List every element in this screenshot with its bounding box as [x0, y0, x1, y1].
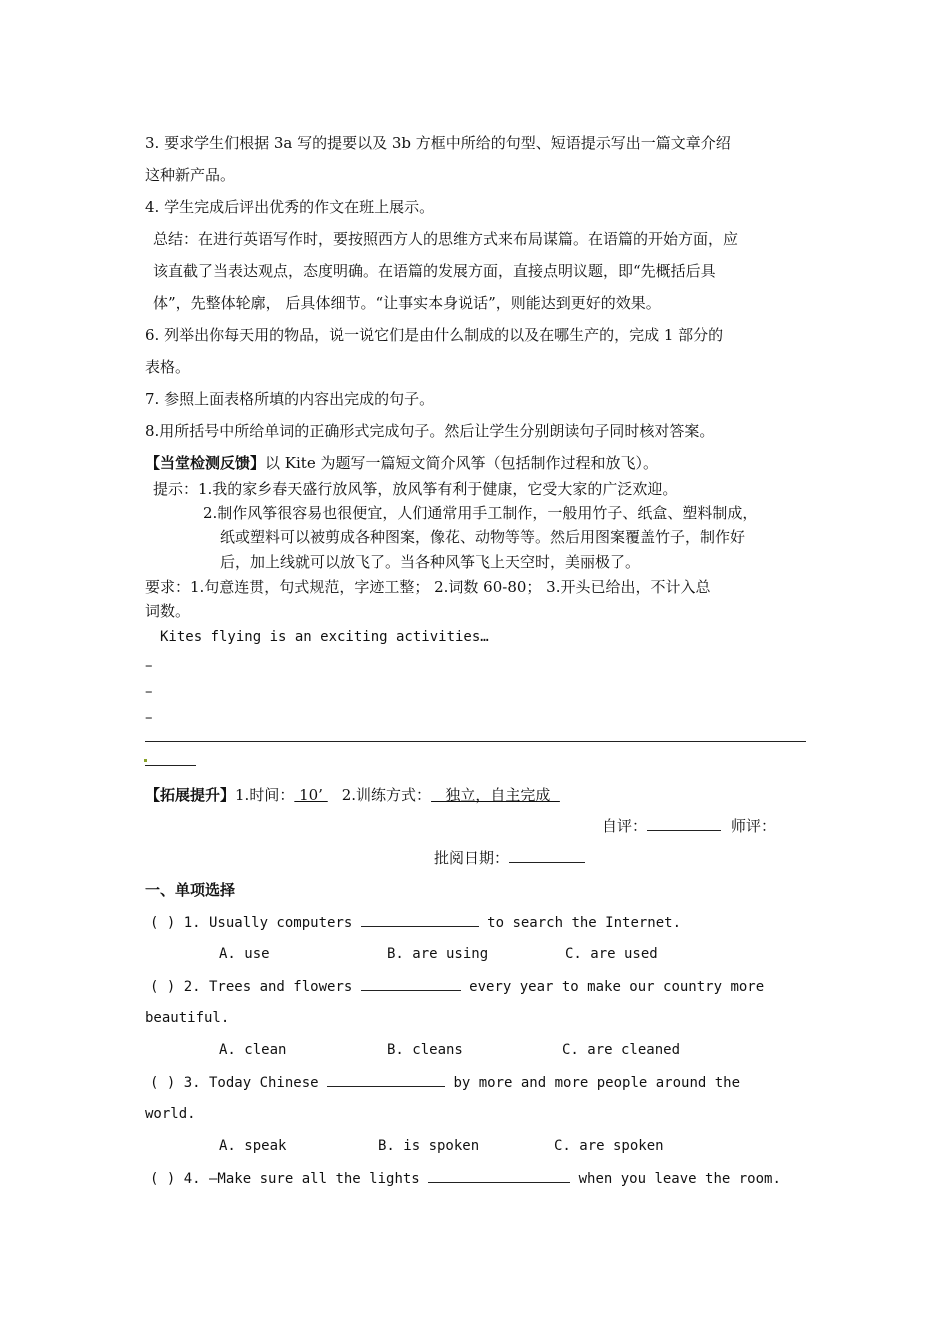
q1-option-b[interactable]: B. are using	[387, 946, 489, 962]
q1-text-after: to search the Internet.	[478, 915, 682, 931]
step-3-line-2: 这种新产品。	[145, 166, 236, 184]
question-1	[150, 912, 681, 933]
q4-text-after: when you leave the room.	[570, 1171, 781, 1187]
feedback-heading: 【当堂检测反馈】	[145, 454, 266, 472]
teacher-eval-label: 师评：	[731, 817, 777, 835]
section-title: 一、单项选择	[145, 881, 236, 899]
feedback-prompt	[145, 453, 658, 473]
mode-label: 2.训练方式：	[341, 786, 432, 804]
q1-text-before: Usually computers	[200, 915, 361, 931]
hint-1: 提示：1.我的家乡春天盛行放风筝，放风筝有利于健康，它受大家的广泛欢迎。	[153, 480, 678, 498]
extension-row	[145, 785, 560, 805]
q3-continuation: world.	[145, 1106, 196, 1122]
review-date-row	[434, 848, 585, 868]
q2-continuation: beautiful.	[145, 1010, 230, 1026]
q2-blank[interactable]	[361, 976, 461, 991]
hint-2-line-2: 纸或塑料可以被剪成各种图案，像花、动物等等。然后用图案覆盖竹子，制作好	[220, 528, 746, 546]
hint-2-line-3: 后，加上线就可以放飞了。当各种风筝飞上天空时，美丽极了。	[220, 553, 641, 571]
hint-2-line-1: 2.制作风筝很容易也很便宜，人们通常用手工制作，一般用竹子、纸盒、塑料制成，	[203, 504, 758, 522]
self-eval-label: 自评：	[602, 817, 648, 835]
summary-line-2: 该直截了当表达观点，态度明确。在语篇的发展方面，直接点明议题，即“先概括后具	[153, 262, 716, 280]
question-4	[150, 1168, 781, 1189]
review-date-blank[interactable]	[509, 848, 585, 863]
self-eval-blank[interactable]	[647, 816, 721, 831]
review-date-label: 批阅日期：	[434, 849, 510, 867]
feedback-intro: 以 Kite 为题写一篇短文简介风筝（包括制作过程和放飞）。	[265, 454, 658, 472]
q3-blank[interactable]	[327, 1072, 445, 1087]
extension-heading: 【拓展提升】	[145, 786, 236, 804]
step-6-line-2: 表格。	[145, 358, 191, 376]
step-6-line-1: 6. 列举出你每天用的物品，说一说它们是由什么制成的以及在哪生产的，完成 1 部分的	[145, 326, 724, 344]
writing-dash-1: –	[145, 656, 153, 674]
q2-option-c[interactable]: C. are cleaned	[562, 1042, 681, 1058]
q2-text-before: Trees and flowers	[200, 979, 361, 995]
writing-line-end	[145, 765, 196, 766]
q3-text-before: Today Chinese	[200, 1075, 328, 1091]
q2-option-a[interactable]: A. clean	[219, 1042, 287, 1058]
evaluation-row	[602, 816, 776, 836]
q4-number: ( ) 4.	[150, 1171, 201, 1187]
q3-number: ( ) 3.	[150, 1075, 201, 1091]
mode-value: 独立，自主完成	[431, 786, 560, 804]
step-8: 8.用所括号中所给单词的正确形式完成句子。然后让学生分别朗读句子同时核对答案。	[145, 422, 715, 440]
requirements-line-1: 要求：1.句意连贯，句式规范，字迹工整； 2.词数 60-80； 3.开头已给出，不计入总	[145, 578, 711, 596]
q2-number: ( ) 2.	[150, 979, 201, 995]
time-label: 1.时间：	[235, 786, 295, 804]
step-4: 4. 学生完成后评出优秀的作文在班上展示。	[145, 198, 435, 216]
q3-option-c[interactable]: C. are spoken	[554, 1138, 664, 1154]
q4-text-before: —Make sure all the lights	[200, 1171, 429, 1187]
q1-number: ( ) 1.	[150, 915, 201, 931]
summary-line-3: 体”，先整体轮廓， 后具体细节。“让事实本身说话”，则能达到更好的效果。	[153, 294, 661, 312]
step-3-line-1: 3. 要求学生们根据 3a 写的提要以及 3b 方框中所给的句型、短语提示写出一篇文章介绍	[145, 134, 731, 152]
summary-line-1: 总结：在进行英语写作时，要按照西方人的思维方式来布局谋篇。在语篇的开始方面，应	[153, 230, 739, 248]
q2-text-after: every year to make our country more	[460, 979, 765, 995]
marker-dot	[144, 759, 147, 762]
q2-option-b[interactable]: B. cleans	[387, 1042, 463, 1058]
q1-option-c[interactable]: C. are used	[565, 946, 658, 962]
writing-line	[145, 741, 806, 742]
q3-option-a[interactable]: A. speak	[219, 1138, 287, 1154]
q1-option-a[interactable]: A. use	[219, 946, 270, 962]
q3-option-b[interactable]: B. is spoken	[378, 1138, 480, 1154]
q1-blank[interactable]	[361, 912, 479, 927]
essay-opening: Kites flying is an exciting activities…	[160, 629, 489, 645]
q3-text-after: by more and more people around the	[445, 1075, 741, 1091]
requirements-line-2: 词数。	[145, 602, 191, 620]
q4-blank[interactable]	[428, 1168, 570, 1183]
writing-dash-2: –	[145, 682, 153, 700]
question-3	[150, 1072, 740, 1093]
time-value: 10’	[294, 786, 328, 804]
writing-dash-3: –	[145, 708, 153, 726]
step-7: 7. 参照上面表格所填的内容出完成的句子。	[145, 390, 435, 408]
question-2	[150, 976, 764, 997]
